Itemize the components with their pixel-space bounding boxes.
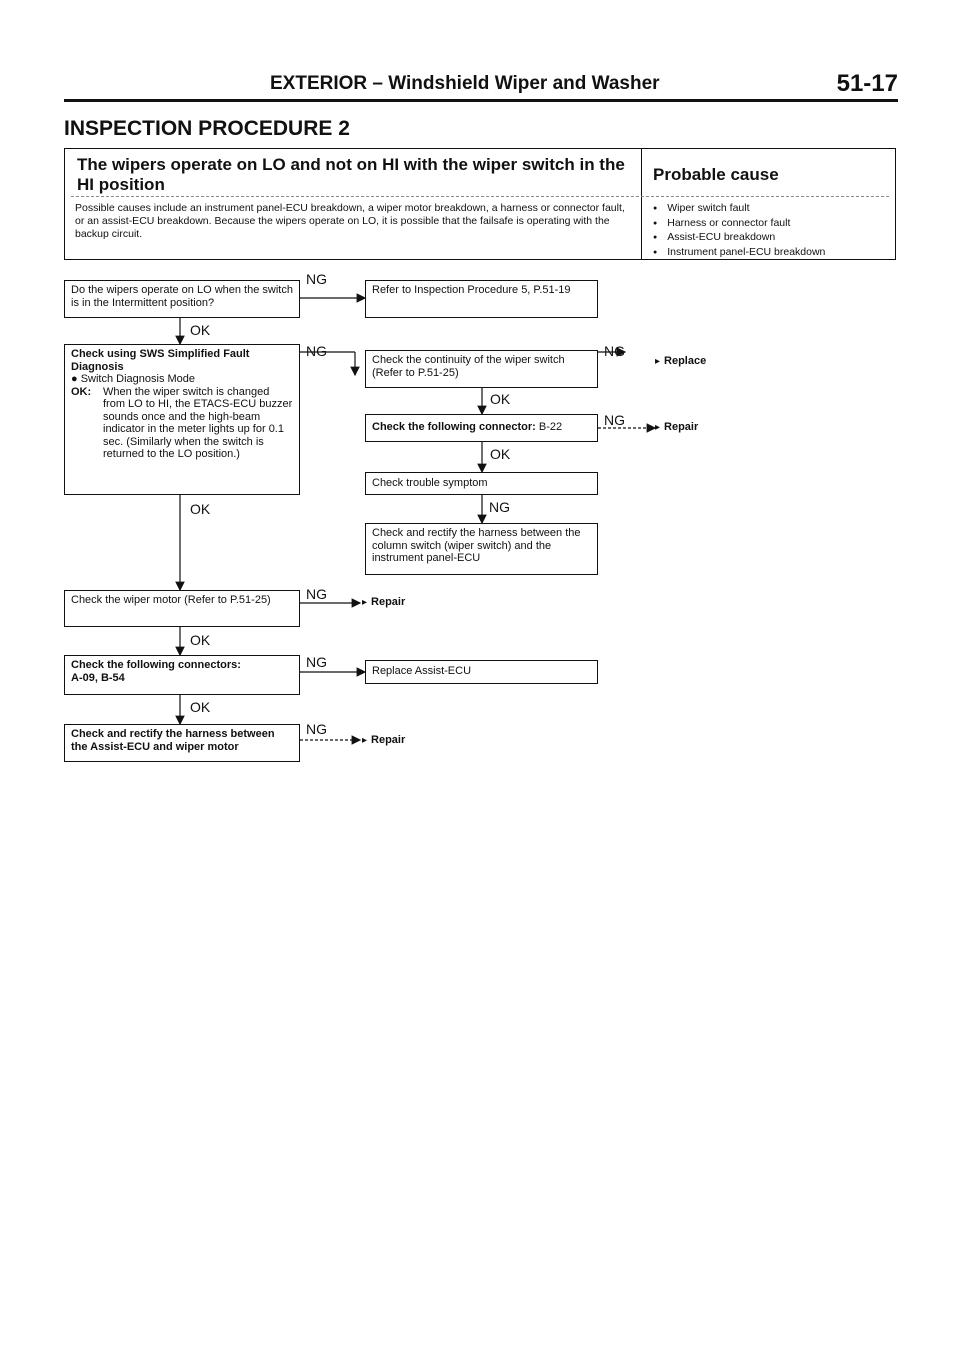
ok-label: OK [190,322,211,338]
bullet-icon: ● [71,373,81,385]
result-replace: ▸ Replace [655,355,706,367]
step-refer-procedure-5: Refer to Inspection Procedure 5, P.51-19 [365,280,598,318]
ok-label: OK [490,446,511,462]
ng-label: NG [306,343,327,359]
probable-cause-heading: Probable cause [653,165,779,184]
sws-title: Check using SWS Simplified Fault Diagnosis [71,348,250,373]
result-repair: ▸ Repair [655,421,698,433]
ng-label: NG [604,412,625,428]
ng-label: NG [604,343,625,359]
result-repair: ▸ Repair [362,596,405,608]
ng-label: NG [306,654,327,670]
step-harness-column-switch: Check and rectify the harness between the column switch (wiper switch) and the instrument panel-ECU [365,523,598,575]
step-check-connectors-a09-b54 [64,655,300,695]
ng-label: NG [489,499,510,515]
connector-label: Check the following connector: [372,421,536,433]
step-sws-diagnosis [64,344,300,495]
ng-label: NG [306,271,327,287]
step-replace-assist-ecu: Replace Assist-ECU [365,660,598,684]
procedure-title: INSPECTION PROCEDURE 2 [64,117,350,140]
ok-label: OK [190,632,211,648]
step-check-wiper-motor: Check the wiper motor (Refer to P.51-25) [64,590,300,627]
sws-ok-criterion [71,386,293,461]
ok-label: OK [190,501,211,517]
connector-id: B-22 [538,421,563,433]
connectors-ids: A-09, B-54 [71,671,125,684]
section-title: EXTERIOR – Windshield Wiper and Washer [270,73,660,94]
cause-item: ● Wiper switch fault [653,202,825,217]
step-harness-assist-ecu: Check and rectify the harness between the Assist-ECU and wiper motor [64,724,300,762]
sws-mode [71,373,293,386]
ok-key: OK: [71,385,92,398]
page-number: 51-17 [836,70,898,97]
ok-criterion-text: When the wiper switch is changed from LO to HI, the ETACS-ECU buzzer sounds once and the high-beam indicator in the meter lights up for 0.1 sec. (Similarly when the switch is returned to the LO position.) [103,385,293,460]
cause-item: ● Assist-ECU breakdown [653,231,825,246]
step-check-connector-b22 [365,414,598,442]
cause-description: Possible causes include an instrument panel-ECU breakdown, a wiper motor breakdown, a harness or connector fault, or an assist-ECU breakdown. Because the wipers operate on LO, it is possible that the failsafe is operating with the backup circuit. [75,202,625,240]
ok-label: OK [190,699,211,715]
ng-label: NG [306,586,327,602]
step-wipers-intermittent-question: Do the wipers operate on LO when the switch is in the Intermittent position? [64,280,300,318]
connectors-label: Check the following connectors: [71,659,241,671]
cause-item: ● Harness or connector fault [653,217,825,232]
result-repair: ▸ Repair [362,734,405,746]
step-check-switch-continuity: Check the continuity of the wiper switch (Refer to P.51-25) [365,350,598,388]
ok-label: OK [490,391,511,407]
cause-item: ● Instrument panel-ECU breakdown [653,246,825,261]
ng-label: NG [306,721,327,737]
step-check-trouble-symptom: Check trouble symptom [365,472,598,495]
sws-mode-text: Switch Diagnosis Mode [80,373,196,385]
symptom-text: The wipers operate on LO and not on HI with the wiper switch in the HI position [77,155,625,194]
